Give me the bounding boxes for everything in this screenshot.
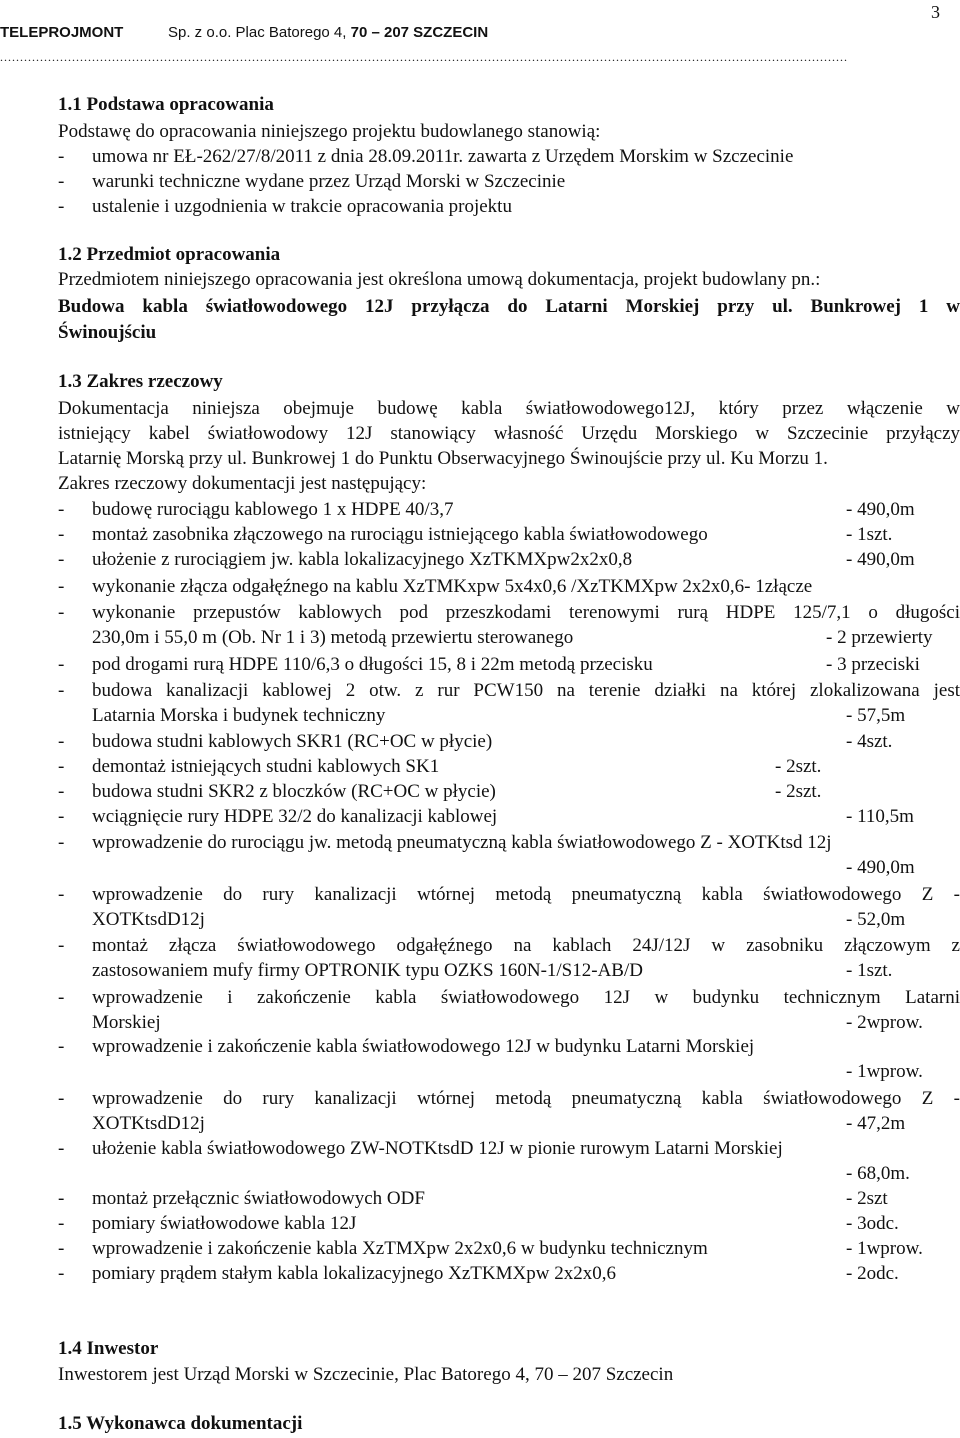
scope-item-text: wprowadzenie i zakończenie kabla XzTMXpw 2x2x0,6 w budynku technicznym [92, 1238, 708, 1259]
scope-item-continuation: zastosowaniem mufy firmy OPTRONIK typu OZKS 160N-1/S12-AB/D [92, 960, 643, 981]
scope-item-text: wykonanie przepustów kablowych pod przeszkodami terenowymi rurą HDPE 125/7,1 o długości [92, 602, 960, 623]
scope-item-qty: - 68,0m. [846, 1163, 910, 1184]
scope-item-continuation: Latarnia Morska i budynek techniczny [92, 705, 386, 726]
scope-item-qty: - 2szt. [775, 756, 822, 777]
list-dash: - [58, 1188, 65, 1209]
scope-item-qty: - 110,5m [846, 806, 914, 827]
s14-line: Inwestorem jest Urząd Morski w Szczecinie, Plac Batorego 4, 70 – 207 Szczecin [58, 1364, 674, 1385]
list-dash: - [58, 524, 65, 545]
scope-item-text: pomiary prądem stałym kabla lokalizacyjnego XzTKMXpw 2x2x0,6 [92, 1263, 616, 1284]
list-dash: - [58, 884, 65, 905]
list-dash: - [58, 987, 65, 1008]
list-dash: - [58, 1213, 65, 1234]
list-dash: - [58, 1138, 65, 1159]
header-separator: .................................................................................................................................................................................................................... [0, 50, 848, 64]
scope-item-qty: - 1szt. [846, 524, 893, 545]
scope-item-text: wprowadzenie do rury kanalizacji wtórnej metodą pneumatyczną kabla światłowodowego Z - [92, 1088, 960, 1109]
scope-item-text: budowa studni kablowych SKR1 (RC+OC w płycie) [92, 731, 493, 752]
company-address [168, 24, 488, 41]
scope-item-continuation: XOTKtsdD12j [92, 909, 205, 930]
scope-item-qty: - 490,0m [846, 499, 915, 520]
list-dash: - [58, 654, 65, 675]
list-dash: - [58, 171, 65, 192]
list-dash: - [58, 549, 65, 570]
scope-item-qty: - 3odc. [846, 1213, 899, 1234]
s11-item: warunki techniczne wydane przez Urząd Morski w Szczecinie [92, 171, 566, 192]
scope-item-text: budowę rurociągu kablowego 1 x HDPE 40/3,7 [92, 499, 454, 520]
scope-item-qty: - 2szt [846, 1188, 888, 1209]
s13-paragraph-line: Zakres rzeczowy dokumentacji jest następujący: [58, 473, 427, 494]
heading-1-4: 1.4 Inwestor [58, 1338, 159, 1359]
company-name: TELEPROJMONT [0, 24, 124, 41]
s13-paragraph-line: Dokumentacja niniejsza obejmuje budowę kabla światłowodowego12J, który przez włączenie w [58, 398, 960, 419]
list-dash: - [58, 756, 65, 777]
scope-item-qty: - 4szt. [846, 731, 893, 752]
s11-item: umowa nr EŁ-262/27/8/2011 z dnia 28.09.2011r. zawarta z Urzędem Morskim w Szczecinie [92, 146, 794, 167]
scope-item-text: budowa kanalizacji kablowej 2 otw. z rur PCW150 na terenie działki na której zlokalizowana jest [92, 680, 960, 701]
page-number: 3 [931, 2, 940, 22]
heading-1-3: 1.3 Zakres rzeczowy [58, 371, 223, 392]
list-dash: - [58, 935, 65, 956]
address-street: Sp. z o.o. Plac Batorego 4, [168, 24, 347, 41]
scope-item-text: montaż zasobnika złączowego na rurociągu istniejącego kabla światłowodowego [92, 524, 708, 545]
scope-item-text: wykonanie złącza odgałęźnego na kablu XzTMKxpw 5x4x0,6 /XzTKMXpw 2x2x0,6- 1złącze [92, 576, 813, 597]
scope-item-text: ułożenie z rurociągiem jw. kabla lokalizacyjnego XzTKMXpw2x2x0,8 [92, 549, 633, 570]
address-postcode: 70 – 207 SZCZECIN [350, 24, 489, 41]
scope-item-text: ułożenie kabla światłowodowego ZW-NOTKtsdD 12J w pionie rurowym Latarni Morskiej [92, 1138, 783, 1159]
heading-1-5: 1.5 Wykonawca dokumentacji [58, 1413, 303, 1434]
scope-item-continuation: XOTKtsdD12j [92, 1113, 205, 1134]
scope-item-qty: - 1wprow. [846, 1061, 923, 1082]
scope-item-qty: - 1wprow. [846, 1238, 923, 1259]
scope-item-text: wprowadzenie i zakończenie kabla światłowodowego 12J w budynku Latarni Morskiej [92, 1036, 755, 1057]
list-dash: - [58, 1263, 65, 1284]
project-title-line: Świnoujściu [58, 322, 157, 343]
scope-item-qty: - 47,2m [846, 1113, 906, 1134]
scope-item-qty: - 52,0m [846, 909, 906, 930]
scope-item-text: budowa studni SKR2 z bloczków (RC+OC w płycie) [92, 781, 496, 802]
list-dash: - [58, 781, 65, 802]
project-title-line: Budowa kabla światłowodowego 12J przyłącza do Latarni Morskiej przy ul. Bunkrowej 1 w [58, 296, 960, 317]
list-dash: - [58, 1088, 65, 1109]
list-dash: - [58, 146, 65, 167]
list-dash: - [58, 1238, 65, 1259]
list-dash: - [58, 806, 65, 827]
s12-line: Przedmiotem niniejszego opracowania jest określona umową dokumentacja, projekt budowlany pn.: [58, 269, 821, 290]
list-dash: - [58, 196, 65, 217]
list-dash: - [58, 602, 65, 623]
scope-item-qty: - 1szt. [846, 960, 893, 981]
list-dash: - [58, 680, 65, 701]
scope-item-text: pod drogami rurą HDPE 110/6,3 o długości 15, 8 i 22m metodą przecisku [92, 654, 653, 675]
list-dash: - [58, 1036, 65, 1057]
list-dash: - [58, 576, 65, 597]
scope-item-text: wprowadzenie do rurociągu jw. metodą pneumatyczną kabla światłowodowego Z - XOTKtsd 12j [92, 832, 832, 853]
heading-1-1: 1.1 Podstawa opracowania [58, 94, 274, 115]
scope-item-qty: - 2odc. [846, 1263, 899, 1284]
scope-item-text: wprowadzenie i zakończenie kabla światłowodowego 12J w budynku technicznym Latarni [92, 987, 960, 1008]
scope-item-qty: - 3 przeciski [826, 654, 920, 675]
scope-item-text: wprowadzenie do rury kanalizacji wtórnej metodą pneumatyczną kabla światłowodowego Z - [92, 884, 960, 905]
heading-1-2: 1.2 Przedmiot opracowania [58, 244, 281, 265]
scope-item-qty: - 57,5m [846, 705, 906, 726]
s11-item: ustalenie i uzgodnienia w trakcie opracowania projektu [92, 196, 512, 217]
scope-item-qty: - 2szt. [775, 781, 822, 802]
list-dash: - [58, 731, 65, 752]
scope-item-qty: - 490,0m [846, 549, 915, 570]
scope-item-text: montaż złącza światłowodowego odgałęźnego na kablach 24J/12J w zasobniku złączowym z [92, 935, 960, 956]
s11-intro: Podstawę do opracowania niniejszego projektu budowlanego stanowią: [58, 121, 601, 142]
list-dash: - [58, 832, 65, 853]
s13-paragraph-line: istniejący kabel światłowodowy 12J stanowiący własność Urzędu Morskiego w Szczecinie przyłączy [58, 423, 960, 444]
scope-item-text: demontaż istniejących studni kablowych SK1 [92, 756, 440, 777]
scope-item-text: pomiary światłowodowe kabla 12J [92, 1213, 357, 1234]
list-dash: - [58, 499, 65, 520]
s13-paragraph-line: Latarnię Morską przy ul. Bunkrowej 1 do Punktu Obserwacyjnego Świnoujście przy ul. Ku Morzu 1. [58, 448, 828, 469]
scope-item-qty: - 2wprow. [846, 1012, 923, 1033]
scope-item-continuation: 230,0m i 55,0 m (Ob. Nr 1 i 3) metodą przewiertu sterowanego [92, 627, 574, 648]
scope-item-text: montaż przełącznic światłowodowych ODF [92, 1188, 425, 1209]
scope-item-text: wciągnięcie rury HDPE 32/2 do kanalizacji kablowej [92, 806, 498, 827]
scope-item-qty: - 490,0m [846, 857, 915, 878]
scope-item-qty: - 2 przewierty [826, 627, 933, 648]
scope-item-continuation: Morskiej [92, 1012, 161, 1033]
